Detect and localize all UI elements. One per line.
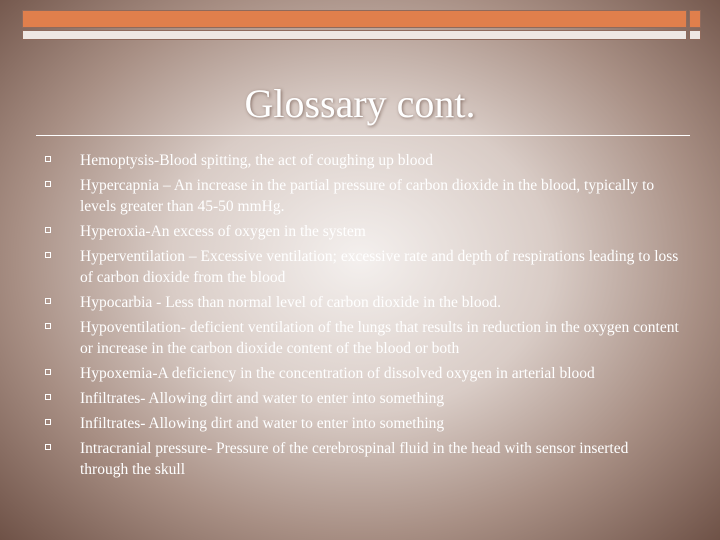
title-divider (36, 135, 690, 136)
header-thin-bar-end (689, 30, 701, 40)
list-item (40, 292, 680, 313)
list-item (40, 221, 680, 242)
list-item (40, 246, 680, 288)
item-text: Intracranial pressure- Pressure of the cerebrospinal fluid in the head with sensor inserted through the skull (80, 440, 629, 478)
square-bullet-icon (45, 419, 51, 425)
item-text: Hyperoxia-An excess of oxygen in the system (80, 223, 366, 240)
list-item (40, 150, 680, 171)
header-accent-bar (22, 10, 687, 28)
square-bullet-icon (45, 252, 51, 258)
slide-title: Glossary cont. (244, 81, 476, 126)
header-accent-bar-end (689, 10, 701, 28)
list-item (40, 363, 680, 384)
list-item (40, 317, 680, 359)
item-text: Infiltrates- Allowing dirt and water to enter into something (80, 415, 445, 432)
square-bullet-icon (45, 298, 51, 304)
item-text: Hypercapnia – An increase in the partial pressure of carbon dioxide in the blood, typically to levels greater than 45-50 mmHg. (80, 177, 655, 215)
square-bullet-icon (45, 394, 51, 400)
square-bullet-icon (45, 156, 51, 162)
glossary-list (40, 150, 680, 484)
square-bullet-icon (45, 323, 51, 329)
list-item (40, 413, 680, 434)
item-text: Hyperventilation – Excessive ventilation; excessive rate and depth of respirations leading to loss of carbon dioxide from the blood (80, 248, 679, 286)
header-thin-bar (22, 30, 687, 40)
list-item (40, 175, 680, 217)
item-text: Hypocarbia - Less than normal level of carbon dioxide in the blood. (80, 294, 501, 311)
list-item (40, 388, 680, 409)
square-bullet-icon (45, 369, 51, 375)
square-bullet-icon (45, 181, 51, 187)
item-text: Infiltrates- Allowing dirt and water to enter into something (80, 390, 445, 407)
square-bullet-icon (45, 227, 51, 233)
square-bullet-icon (45, 444, 51, 450)
item-text: Hypoxemia-A deficiency in the concentration of dissolved oxygen in arterial blood (80, 365, 595, 382)
list-item (40, 438, 680, 480)
item-text: Hemoptysis-Blood spitting, the act of coughing up blood (80, 152, 434, 169)
item-text: Hypoventilation- deficient ventilation of the lungs that results in reduction in the oxygen content or increase in the carbon dioxide content of the blood or both (80, 319, 679, 357)
